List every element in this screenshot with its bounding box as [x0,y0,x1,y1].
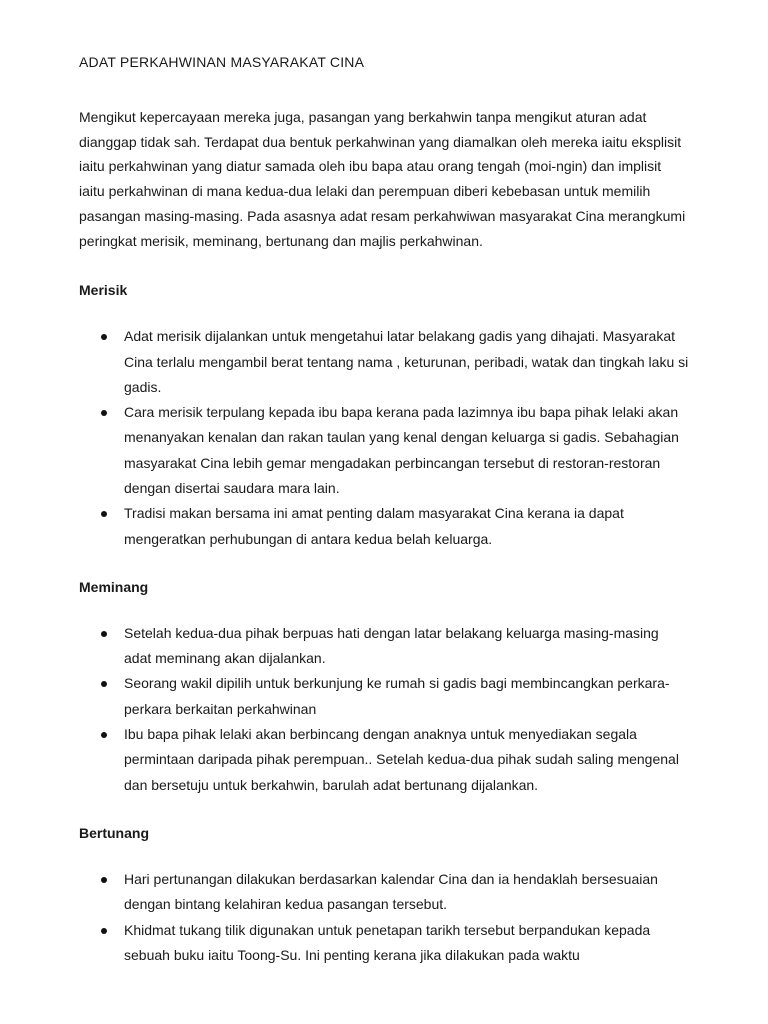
list-item [79,722,689,798]
intro-paragraph: Mengikut kepercayaan mereka juga, pasangan yang berkahwin tanpa mengikut aturan adat dianggap tidak sah. Terdapat dua bentuk perkahwinan yang diamalkan oleh mereka iaitu eksplisit iaitu perkahwinan yang diatur samada oleh ibu bapa atau orang tengah (moi-ngin) dan implisit iaitu perkahwinan di mana kedua-dua lelaki dan perempuan diberi kebebasan untuk memilih pasangan masing-masing. Pada asasnya adat resam perkahwiwan masyarakat Cina merangkumi peringkat merisik, meminang, bertunang dan majlis perkahwinan. [79,109,686,249]
bertunang-list [79,867,689,968]
document-page [79,51,689,968]
bullet-icon [101,334,107,340]
section-heading-meminang: Meminang [79,578,149,595]
section-heading-bertunang: Bertunang [79,824,149,841]
list-item-text: Tradisi makan bersama ini amat penting dalam masyarakat Cina kerana ia dapat mengeratkan perhubungan di antara kedua belah keluarga. [124,505,624,547]
list-item-text: Setelah kedua-dua pihak berpuas hati dengan latar belakang keluarga masing-masing adat meminang akan dijalankan. [124,624,659,667]
list-item [79,621,689,672]
bullet-icon [101,877,107,883]
bullet-icon [101,928,107,934]
list-item [79,501,689,552]
section-heading-merisik: Merisik [79,282,128,299]
list-item-text: Seorang wakil dipilih untuk berkunjung ke rumah si gadis bagi membincangkan perkara-perkara berkaitan perkahwinan [124,675,670,717]
list-item-text: Hari pertunangan dilakukan berdasarkan kalendar Cina dan ia hendaklah bersesuaian dengan bintang kelahiran kedua pasangan tersebut. [124,870,658,913]
bullet-icon [101,631,107,637]
bullet-icon [101,511,107,517]
list-item [79,867,689,918]
list-item [79,918,689,969]
list-item-text: Ibu bapa pihak lelaki akan berbincang dengan anaknya untuk menyediakan segala permintaan daripada pihak perempuan.. Setelah kedua-dua pihak sudah saling mengenal dan bersetuju untuk berkahwin, barulah adat bertunang dijalankan. [124,726,679,793]
bullet-icon [101,681,107,687]
merisik-list [79,324,689,552]
list-item-text: Adat merisik dijalankan untuk mengetahui latar belakang gadis yang dihajati. Masyarakat Cina terlalu mengambil berat tentang nama , keturunan, peribadi, watak dan tingkah laku si gadis. [124,328,689,395]
list-item [79,400,689,501]
list-item [79,671,689,722]
list-item [79,324,689,400]
list-item-text: Cara merisik terpulang kepada ibu bapa kerana pada lazimnya ibu bapa pihak lelaki akan menanyakan kenalan dan rakan taulan yang kenal dengan keluarga si gadis. Sebahagian masyarakat Cina lebih gemar mengadakan perbincangan tersebut di restoran-restoran dengan disertai saudara mara lain. [124,404,679,496]
bullet-icon [101,732,107,738]
document-title: ADAT PERKAHWINAN MASYARAKAT CINA [79,54,365,70]
list-item-text: Khidmat tukang tilik digunakan untuk penetapan tarikh tersebut berpandukan kepada sebuah buku iaitu Toong-Su. Ini penting kerana jika dilakukan pada waktu [124,921,651,963]
meminang-list [79,621,689,798]
bullet-icon [101,410,107,416]
